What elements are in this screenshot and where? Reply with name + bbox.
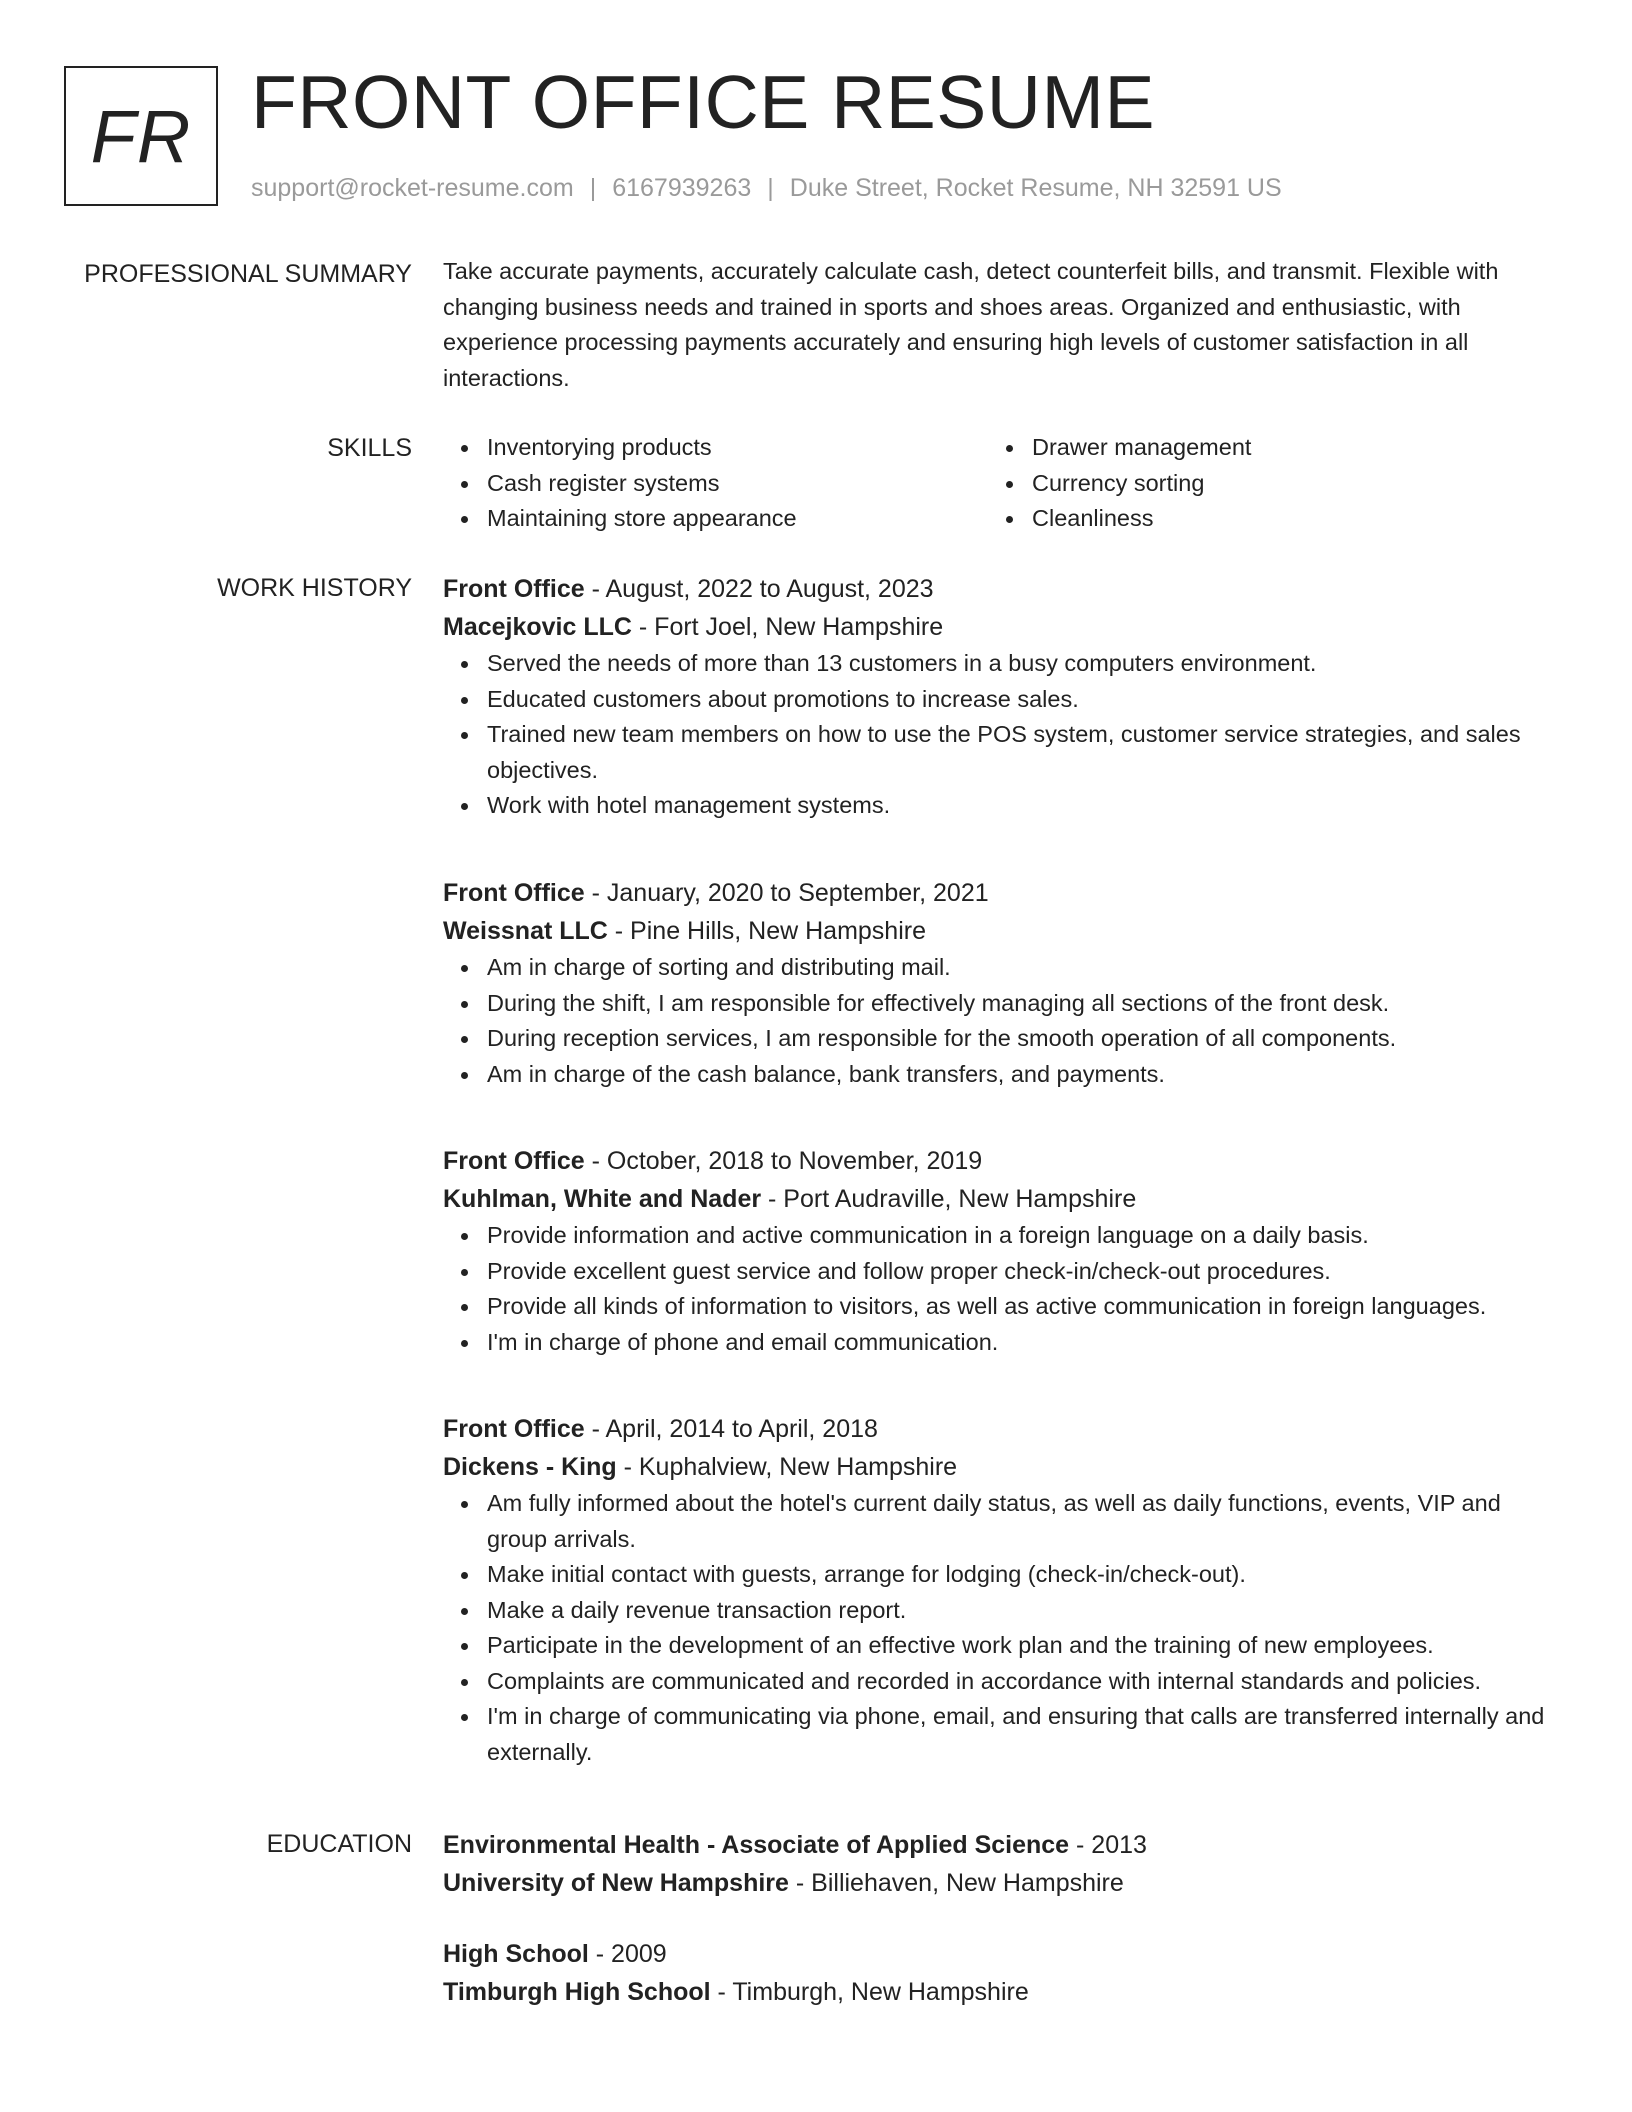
job-bullet: I'm in charge of communicating via phone, email, and ensuring that calls are transferred internally and externally.: [487, 1699, 1563, 1770]
education-school-line: [443, 1864, 1563, 1902]
contact-email: support@rocket-resume.com: [251, 174, 574, 202]
job-bullet: Provide information and active communication in a foreign language on a daily basis.: [487, 1218, 1563, 1254]
job-company: Macejkovic LLC: [443, 613, 632, 641]
skills-list-left: [443, 430, 988, 537]
job-company-line: [443, 1448, 1563, 1486]
skill-item: Drawer management: [1032, 430, 1533, 466]
contact-phone: 6167939263: [612, 174, 752, 202]
job-location: - Pine Hills, New Hampshire: [607, 917, 926, 945]
section-label-skills: SKILLS: [327, 434, 412, 462]
job-bullet: I'm in charge of phone and email communication.: [487, 1325, 1563, 1361]
job-dates: - October, 2018 to November, 2019: [584, 1147, 983, 1175]
job-title-line: [443, 1410, 1563, 1448]
job-bullet: Provide all kinds of information to visitors, as well as active communication in foreign languages.: [487, 1289, 1563, 1325]
job-bullet: Trained new team members on how to use the POS system, customer service strategies, and sales objectives.: [487, 717, 1563, 788]
job-company: Kuhlman, White and Nader: [443, 1185, 762, 1213]
education-school: Timburgh High School: [443, 1978, 711, 2006]
skills-list-right: [988, 430, 1533, 537]
job-bullet: Am in charge of sorting and distributing mail.: [487, 950, 1563, 986]
job-title-line: [443, 1142, 1563, 1180]
job-company: Weissnat LLC: [443, 917, 608, 945]
education-year: - 2009: [588, 1940, 667, 1968]
education-school: University of New Hampshire: [443, 1869, 789, 1897]
education-degree: Environmental Health - Associate of Applied Science: [443, 1831, 1070, 1859]
section-label-education: EDUCATION: [266, 1830, 412, 1858]
skills-grid: [443, 430, 1563, 537]
education-degree-line: [443, 1935, 1563, 1973]
job-dates: - January, 2020 to September, 2021: [584, 879, 989, 907]
education-body: [443, 1935, 1563, 2011]
job-bullet: Work with hotel management systems.: [487, 788, 1563, 824]
job-bullets: [443, 1218, 1563, 1360]
education-location: - Billiehaven, New Hampshire: [788, 1869, 1124, 1897]
job-bullet: Am fully informed about the hotel's current daily status, as well as daily functions, events, VIP and group arrivals.: [487, 1486, 1563, 1557]
job-company-line: [443, 912, 1563, 950]
skills-body: [443, 430, 1563, 537]
job-bullets: [443, 950, 1563, 1092]
job-bullets: [443, 646, 1563, 824]
section-label-work-history: WORK HISTORY: [217, 574, 412, 602]
job-title: Front Office: [443, 879, 585, 907]
summary-body: [443, 254, 1563, 396]
job-bullet: Complaints are communicated and recorded in accordance with internal standards and policies.: [487, 1664, 1563, 1700]
job-title: Front Office: [443, 575, 585, 603]
job-bullets: [443, 1486, 1563, 1770]
job-bullet: Provide excellent guest service and follow proper check-in/check-out procedures.: [487, 1254, 1563, 1290]
contact-separator: |: [589, 174, 597, 202]
job-body: [443, 874, 1563, 1092]
job-location: - Fort Joel, New Hampshire: [631, 613, 944, 641]
job-location: - Port Audraville, New Hampshire: [761, 1185, 1137, 1213]
contact-line: [251, 173, 1282, 203]
skill-item: Maintaining store appearance: [487, 501, 988, 537]
summary-text: Take accurate payments, accurately calculate cash, detect counterfeit bills, and transmit. Flexible with changing business needs and trained in sports and shoes areas. Organized and enthusiastic, with experience processing payments accurately and ensuring high levels of customer satisfaction in all interactions.: [443, 258, 1499, 391]
resume-title: FRONT OFFICE RESUME: [251, 60, 1155, 144]
job-bullet: During the shift, I am responsible for effectively managing all sections of the front desk.: [487, 986, 1563, 1022]
monogram-badge: FR: [64, 66, 218, 206]
job-bullet: Served the needs of more than 13 customers in a busy computers environment.: [487, 646, 1563, 682]
job-bullet: During reception services, I am responsible for the smooth operation of all components.: [487, 1021, 1563, 1057]
job-bullet: Am in charge of the cash balance, bank transfers, and payments.: [487, 1057, 1563, 1093]
job-company-line: [443, 1180, 1563, 1218]
job-title: Front Office: [443, 1147, 585, 1175]
skill-item: Inventorying products: [487, 430, 988, 466]
skill-item: Cleanliness: [1032, 501, 1533, 537]
education-degree-line: [443, 1826, 1563, 1864]
job-dates: - April, 2014 to April, 2018: [584, 1415, 878, 1443]
skill-item: Cash register systems: [487, 466, 988, 502]
job-company-line: [443, 608, 1563, 646]
job-title-line: [443, 874, 1563, 912]
job-bullet: Make a daily revenue transaction report.: [487, 1593, 1563, 1629]
job-company: Dickens - King: [443, 1453, 617, 1481]
job-dates: - August, 2022 to August, 2023: [584, 575, 934, 603]
education-location: - Timburgh, New Hampshire: [710, 1978, 1029, 2006]
education-year: - 2013: [1069, 1831, 1147, 1859]
job-location: - Kuphalview, New Hampshire: [616, 1453, 958, 1481]
contact-separator: |: [767, 174, 774, 202]
education-body: [443, 1826, 1563, 1902]
job-bullet: Make initial contact with guests, arrange for lodging (check-in/check-out).: [487, 1557, 1563, 1593]
job-title: Front Office: [443, 1415, 585, 1443]
education-school-line: [443, 1973, 1563, 2011]
job-body: [443, 570, 1563, 824]
job-body: [443, 1410, 1563, 1770]
job-bullet: Educated customers about promotions to increase sales.: [487, 682, 1563, 718]
section-label-summary: PROFESSIONAL SUMMARY: [84, 260, 412, 288]
skill-item: Currency sorting: [1032, 466, 1533, 502]
job-bullet: Participate in the development of an effective work plan and the training of new employees.: [487, 1628, 1563, 1664]
job-title-line: [443, 570, 1563, 608]
education-degree: High School: [443, 1940, 589, 1968]
job-body: [443, 1142, 1563, 1360]
contact-address: Duke Street, Rocket Resume, NH 32591 US: [789, 174, 1282, 202]
